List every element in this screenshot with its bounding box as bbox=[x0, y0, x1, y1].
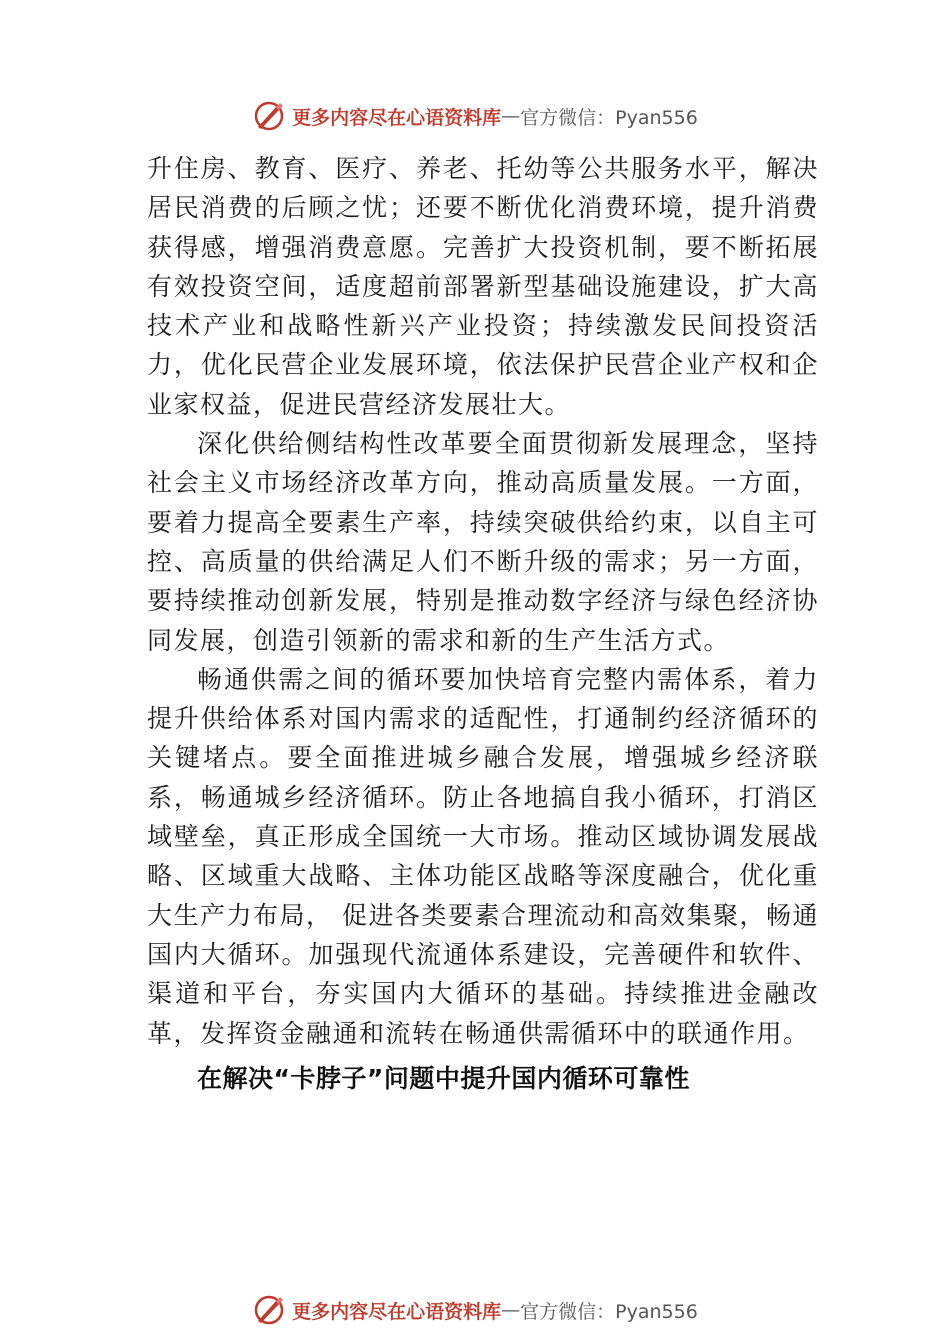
banner-dash: — bbox=[501, 1299, 521, 1321]
header-banner bbox=[0, 96, 950, 136]
banner-library-name: 更多内容尽在心语资料库 bbox=[292, 1300, 502, 1323]
paragraph-1: 升住房、教育、医疗、养老、托幼等公共服务水平，解决居民消费的后顾之忧；还要不断优化消费环境，提升消费获得感，增强消费意愿。完善扩大投资机制，要不断拓展有效投资空间，适度超前部署新型基础设施建设，扩大高技术产业和战略性新兴产业投资；持续激发民间投资活力，优化民营企业发展环境，依法保护民营企业产权和企业家权益，促进民营经济发展壮大。 bbox=[147, 154, 819, 419]
paragraph-3: 畅通供需之间的循环要加快培育完整内需体系，着力提升供给体系对国内需求的适配性，打通制约经济循环的关键堵点。要全面推进城乡融合发展，增强城乡经济联系，畅通城乡经济循环。防止各地搞自我小循环，打消区域壁垒，真正形成全国统一大市场。推动区域协调发展战略、区域重大战略、主体功能区战略等深度融合，优化重大生产力布局， 促进各类要素合理流动和高效集聚，畅通国内大循环。加强现代流通体系建设，完善硬件和软件、渠道和平台，夯实国内大循环的基础。持续推进金融改革，发挥资金融通和流转在畅通供需循环中的联通作用。 bbox=[147, 664, 819, 1048]
pen-logo-icon bbox=[252, 1293, 286, 1327]
paragraph-2: 深化供给侧结构性改革要全面贯彻新发展理念，坚持社会主义市场经济改革方向，推动高质量发展。一方面，要着力提高全要素生产率，持续突破供给约束，以自主可控、高质量的供给满足人们不断升级的需求；另一方面，要持续推动创新发展，特别是推动数字经济与绿色经济协同发展，创造引领新的需求和新的生产生活方式。 bbox=[147, 429, 819, 655]
document-body bbox=[147, 149, 819, 1105]
banner-library-name: 更多内容尽在心语资料库 bbox=[292, 106, 502, 129]
banner-wechat: 官方微信：Pyan556 bbox=[520, 106, 698, 129]
banner-dash: — bbox=[501, 105, 521, 127]
banner-wechat: 官方微信：Pyan556 bbox=[520, 1300, 698, 1323]
pen-logo-icon bbox=[252, 99, 286, 133]
section-heading: 在解决“卡脖子”问题中提升国内循环可靠性 bbox=[197, 1063, 690, 1093]
footer-banner bbox=[0, 1290, 950, 1330]
